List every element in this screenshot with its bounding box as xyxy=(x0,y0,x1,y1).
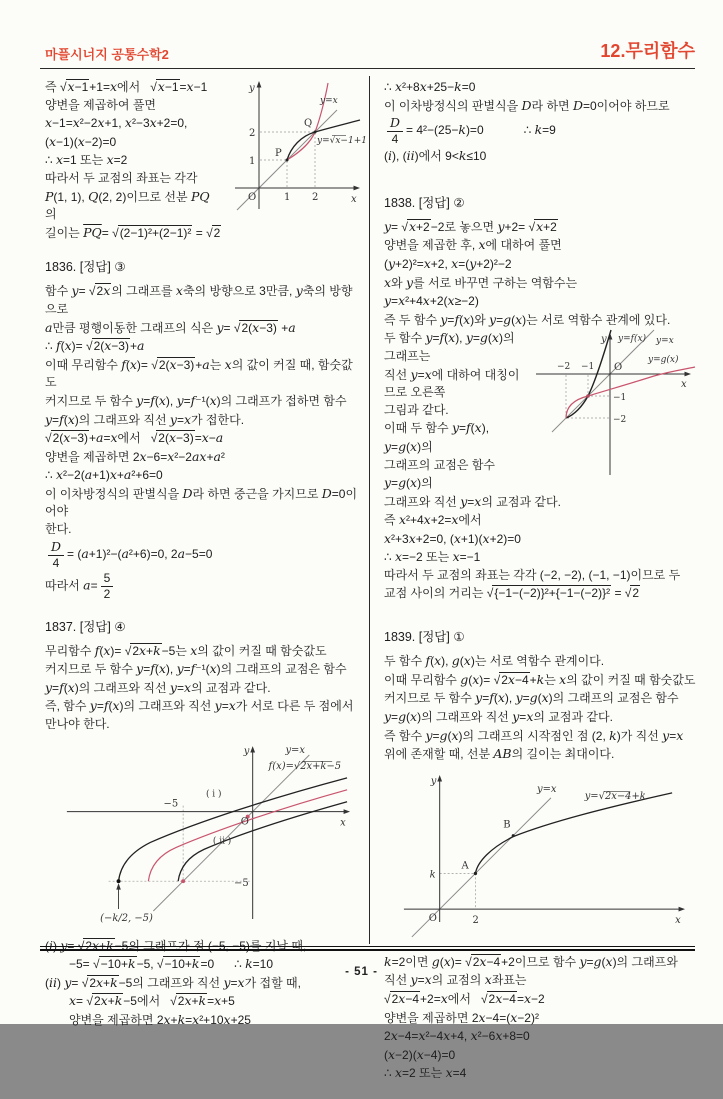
text-line: 이때 무리함수 f(x)= √2(x−3)+a는 x의 값이 커질 때, 함숫값도 xyxy=(45,356,353,390)
identity-line-label: y=x xyxy=(285,744,305,756)
header-divider xyxy=(40,68,695,69)
point-p-dot xyxy=(286,159,289,162)
text-line: 즉 √x−1+1=x에서 √x−1=x−1 xyxy=(45,79,208,94)
identity-line xyxy=(153,755,309,911)
text-line: ∴ f(x)= √2(x−3)+a xyxy=(45,338,145,354)
x-tick-1: 1 xyxy=(284,192,291,203)
point-p-label: P xyxy=(275,148,282,159)
left-column xyxy=(45,78,367,1046)
text-line: 이때 두 함수 y=f(x), y=g(x)의 xyxy=(384,420,490,454)
text-line: 따라서 두 교점의 좌표는 각각 xyxy=(45,170,198,185)
start-point-label: (−k/2, −5) xyxy=(100,912,153,924)
text-line: 양변을 제곱하여 풀면 xyxy=(45,97,156,112)
graph-1835 xyxy=(227,78,367,221)
x-tick-2: 2 xyxy=(312,192,319,203)
y-tick-minus5: −5 xyxy=(234,877,249,889)
x-axis-arrow xyxy=(678,907,684,912)
text-line: 양변을 제곱한 후, x에 대하여 풀면 xyxy=(384,237,562,253)
text-line: 그래프와 직선 y=x의 교점과 같다. xyxy=(384,493,561,509)
solution-1836 xyxy=(45,258,361,601)
x-axis-label: x xyxy=(681,379,687,391)
point-b-dot xyxy=(511,834,514,837)
text-line: 그래프의 교점은 함수 y=g(x)의 xyxy=(384,457,495,491)
text-line: 함수 y= √2x의 그래프를 x축의 방향으로 3만큼, y축의 방향으로 xyxy=(45,283,353,316)
text-line: 이 이차방정식의 판별식을 D라 하면 D=0이어야 하므로 xyxy=(384,97,670,113)
case-ii-label: ( ii ) xyxy=(212,836,232,847)
x-tick-m2: −2 xyxy=(557,362,571,373)
y-axis-arrow xyxy=(437,775,442,781)
y-tick-m1: −1 xyxy=(613,393,627,404)
text-line: (i), (ii)에서 9<k≤10 xyxy=(384,148,487,164)
text-line: y=g(x)의 그래프와 직선 y=x의 교점과 같다. xyxy=(384,709,613,725)
text-line: x−1=x²−2x+1, x²−3x+2=0, xyxy=(45,115,188,131)
text-line: 한다. xyxy=(45,522,72,537)
curve-case-ii xyxy=(178,801,347,880)
text-line: $\frac{D}{4}$ = (a+1)²−(a²+6)=0, 2a−5=0 xyxy=(45,539,361,571)
text-line: 양변을 제곱하면 2x−4=(x−2)² xyxy=(384,1009,539,1025)
y-tick-2: 2 xyxy=(249,128,256,139)
x-tick-m1: −1 xyxy=(581,362,595,373)
text-line: 양변을 제곱하면 2x+k=x²+10x+25 xyxy=(69,1012,251,1027)
y-axis-label: y xyxy=(430,775,436,787)
point-a-label: A xyxy=(461,860,469,872)
x-axis-label: x xyxy=(351,194,357,205)
text-line: y= √x+2−2로 놓으면 y+2= √x+2 xyxy=(384,218,557,234)
text-line: 커지므로 두 함수 y=f(x), y=g(x)의 그래프의 교점은 함수 xyxy=(384,690,679,706)
text-line: x²+3x+2=0, (x+1)(x+2)=0 xyxy=(384,530,521,546)
text-line: 위에 존재할 때, 선분 AB의 길이는 최대이다. xyxy=(384,746,615,762)
graph-1837 xyxy=(45,740,361,931)
text-line: 양변을 제곱하면 2x−6=x²−2ax+a² xyxy=(45,448,225,464)
curve-label: y=√2x−4+k xyxy=(584,790,646,802)
solution-text xyxy=(45,282,361,601)
text-line: 직선 y=x의 교점의 x좌표는 xyxy=(384,972,527,988)
solution-text xyxy=(384,652,697,764)
text-line: ∴ x=1 또는 x=2 xyxy=(45,152,128,168)
text-line: 무리함수 f(x)= √2x+k−5는 x의 값이 커질 때 함숫값도 xyxy=(45,642,327,658)
problem-heading: 1836. [정답] ③ xyxy=(45,260,126,275)
x-axis-arrow xyxy=(685,372,692,377)
problem-heading: 1838. [정답] ② xyxy=(384,195,465,210)
sqrt-curve xyxy=(475,790,672,873)
text-line: $\frac{D}{4}$ = 4²−(25−k)=0 ∴ k=9 xyxy=(384,115,697,147)
text-line: −5= √−10+k−5, √−10+k=0 ∴ k=10 xyxy=(69,956,274,972)
y-axis-label: y xyxy=(243,745,250,757)
solution-1835-continued xyxy=(45,78,367,242)
text-line: 직선 y=x에 대하여 대칭이므로 오른쪽 xyxy=(384,366,520,400)
text-line: k=2이면 g(x)= √2x−4+2이므로 함수 y=g(x)의 그래프와 xyxy=(384,953,678,969)
x-axis-arrow xyxy=(354,186,361,191)
pointer-arrow-head xyxy=(116,883,121,889)
identity-line-label: y=x xyxy=(656,336,674,347)
text-line: ∴ x=−2 또는 x=−1 xyxy=(384,549,481,565)
text-line: 만나야 한다. xyxy=(45,717,110,732)
problem-heading: 1837. [정답] ④ xyxy=(45,619,126,634)
point-q-label: Q xyxy=(304,118,313,129)
x-tick-minus5: −5 xyxy=(163,798,179,810)
y-axis-arrow xyxy=(257,81,262,88)
y-axis-label: y xyxy=(249,83,255,94)
intersection-dot xyxy=(586,395,590,399)
text-line: 2x−4=x²−4x+4, x²−6x+8=0 xyxy=(384,1028,530,1044)
graph-1835-svg xyxy=(227,78,367,216)
text-line: 두 함수 f(x), g(x)는 서로 역함수 관계이다. xyxy=(384,653,605,669)
text-line: (x−1)(x−2)=0 xyxy=(45,133,117,149)
graph-1838 xyxy=(532,329,697,484)
text-line: 그림과 같다. xyxy=(384,402,449,417)
origin-label: O xyxy=(248,192,257,203)
text-line: √2x−4+2=x에서 √2x−4=x−2 xyxy=(384,991,545,1006)
curve-middle xyxy=(148,789,347,880)
identity-line-label: y=x xyxy=(320,96,338,106)
text-line: 즉 함수 y=g(x)의 그래프의 시작점인 점 (2, k)가 직선 y=x xyxy=(384,727,684,743)
text-line: y=f(x)의 그래프와 직선 y=x가 접한다. xyxy=(45,411,245,427)
graph-1839-svg xyxy=(392,770,690,942)
origin-label: O xyxy=(428,912,437,924)
y-axis-arrow xyxy=(250,746,255,752)
text-line: y=f(x)의 그래프와 직선 y=x의 교점과 같다. xyxy=(45,679,271,695)
text-line: 즉, 함수 y=f(x)의 그래프와 직선 y=x가 서로 다른 두 점에서 xyxy=(45,698,354,714)
start-point-dot xyxy=(117,879,121,883)
book-title: 마플시너지 공통수학2 xyxy=(45,47,169,62)
text-line: 커지므로 두 함수 y=f(x), y=f⁻¹(x)의 그래프가 접하면 함수 xyxy=(45,392,347,408)
k-tick-label: k xyxy=(429,869,436,881)
text-line: 즉 두 함수 y=f(x)와 y=g(x)는 서로 역함수 관계에 있다. xyxy=(384,311,671,327)
text-line: ∴ x=2 또는 x=4 xyxy=(384,1065,467,1081)
y-axis-label: y xyxy=(601,334,607,346)
solution-text xyxy=(45,642,361,734)
point-b-label: B xyxy=(502,819,511,831)
case-i-label: ( i ) xyxy=(205,789,222,800)
text-line: 교점 사이의 거리는 √{−1−(−2)}²+{−1−(−2)}² = √2 xyxy=(384,585,640,600)
text-line: (y+2)²=x+2, x=(y+2)²−2 xyxy=(384,255,512,271)
origin-label: O xyxy=(240,816,249,828)
solution-1838-graph-section xyxy=(384,329,697,602)
chapter-title: 12.무리함수 xyxy=(600,41,695,61)
problem-heading: 1839. [정답] ① xyxy=(384,630,465,645)
text-line: 이 이차방정식의 판별식을 D라 하면 중근을 가지므로 D=0이어야 xyxy=(45,485,358,519)
y-tick-1: 1 xyxy=(249,156,256,167)
point-a-dot xyxy=(473,872,476,875)
graph-1839 xyxy=(384,770,697,947)
x-axis-arrow xyxy=(344,809,350,814)
curve-label: f(x)=√2x+k−5 xyxy=(268,760,342,772)
text-line: 커지므로 두 함수 y=f(x), y=f⁻¹(x)의 그래프의 교점은 함수 xyxy=(45,661,347,677)
text-line: (x−2)(x−4)=0 xyxy=(384,1046,456,1062)
page-number: - 51 - xyxy=(345,966,378,978)
solution-1838 xyxy=(384,194,697,602)
column-divider xyxy=(369,76,370,944)
graph-1837-svg xyxy=(49,740,357,926)
text-line: 따라서 두 교점의 좌표는 각각 (−2, −2), (−1, −1)이므로 두 xyxy=(384,568,681,583)
g-curve-label: y=g(x) xyxy=(648,355,679,366)
text-line: y=x²+4x+2(x≥−2) xyxy=(384,293,479,309)
text-line: √2(x−3)+a=x에서 √2(x−3)=x−a xyxy=(45,430,224,446)
text-line: ∴ x²−2(a+1)x+a²+6=0 xyxy=(45,467,163,483)
origin-label: O xyxy=(614,362,623,374)
text-line: x와 y를 서로 바꾸면 구하는 역함수는 xyxy=(384,274,578,290)
sqrt-curve-label: y=√x−1+1 xyxy=(317,136,367,146)
text-line: P(1, 1), Q(2, 2)이므로 선분 PQ의 xyxy=(45,188,210,222)
x-axis-label: x xyxy=(340,817,346,829)
solution-1837-continued xyxy=(384,78,697,166)
text-line: x= √2x+k−5에서 √2x+k=x+5 xyxy=(69,993,235,1009)
text-line: 길이는 $\overline{PQ}= √(2-1)^2+(2-1)^2 = √2$ xyxy=(45,224,221,240)
text-line: (ii) y= √2x+k−5의 그래프와 직선 y=x가 접할 때, xyxy=(45,974,301,990)
text-line: 이때 무리함수 g(x)= √2x−4+k는 x의 값이 커질 때 함숫값도 xyxy=(384,671,696,687)
text-line: 따라서 a= $\frac{5}{2}$ xyxy=(45,571,361,602)
text-line: (i) y= √2x+k−5의 그래프가 점 (−5, −5)를 지날 때, xyxy=(45,937,307,953)
text-line: 두 함수 y=f(x), y=g(x)의 그래프는 xyxy=(384,330,515,363)
identity-line-label: y=x xyxy=(536,783,557,795)
point-q-dot xyxy=(314,131,317,134)
x-tick-2: 2 xyxy=(471,914,479,926)
text-line: ∴ x²+8x+25−k=0 xyxy=(384,79,476,94)
intersection-dot-1 xyxy=(181,879,185,883)
text-line: a만큼 평행이동한 그래프의 식은 y= √2(x−3) +a xyxy=(45,319,296,335)
f-curve-label: y=f(x) xyxy=(618,334,647,345)
solution-text xyxy=(384,78,697,166)
x-axis-label: x xyxy=(674,914,681,926)
sqrt-curve xyxy=(566,367,695,418)
solution-1839 xyxy=(384,628,697,1083)
page-bottom-rule xyxy=(40,946,695,951)
y-tick-m2: −2 xyxy=(613,415,627,426)
curve-case-i xyxy=(119,777,348,880)
solution-text xyxy=(384,218,697,330)
text-line: 즉 x²+4x+2=x에서 xyxy=(384,512,482,528)
graph-1838-svg xyxy=(532,329,697,479)
